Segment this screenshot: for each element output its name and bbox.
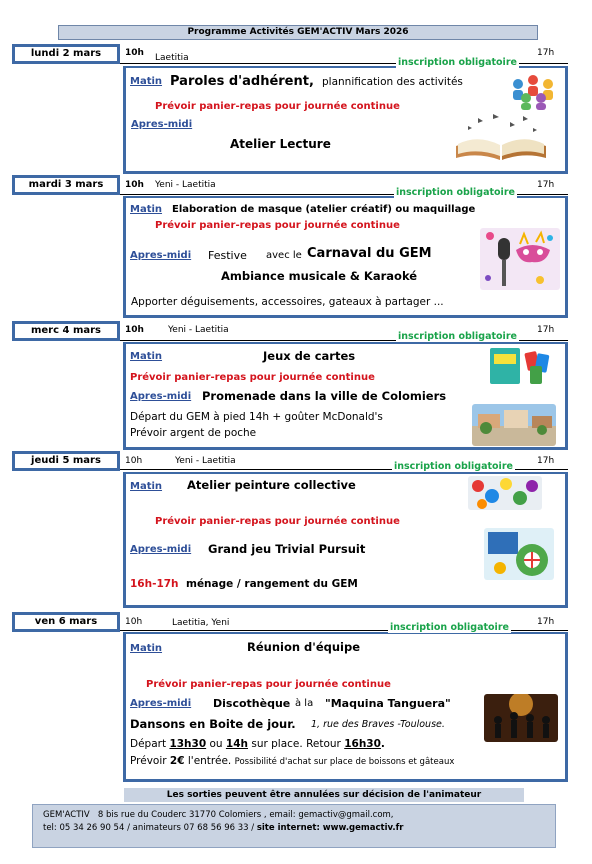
repas-note: Prévoir panier-repas pour journée continue [155, 220, 400, 231]
day-label-monday: lundi 2 mars [12, 44, 120, 64]
cancellation-notice: Les sorties peuvent être annulées sur décision de l'animateur [124, 788, 524, 802]
apres-midi-note: Apporter déguisements, accessoires, gateaux à partager ... [131, 296, 444, 308]
trivial-pursuit-image [484, 528, 554, 580]
entry-price: 2€ [169, 755, 185, 767]
price-text: Prévoir [130, 755, 167, 767]
purchase-note: Possibilité d'achat sur place de boissons et gâteaux [234, 757, 455, 767]
footer-line-2 [43, 822, 555, 835]
footer-contact [32, 804, 556, 848]
apres-midi-prefix: Discothèque [213, 697, 291, 710]
apres-midi-label: Apres-midi [130, 698, 192, 709]
start-time: 10h [125, 180, 144, 190]
staff-names: Yeni - Laetitia [155, 180, 216, 190]
matin-title: Réunion d'équipe [247, 640, 361, 654]
matin-title: Elaboration de masque (atelier créatif) ou maquillage [172, 204, 476, 215]
end-time: 17h [537, 325, 555, 335]
colomiers-town-image [472, 404, 556, 446]
staff-names: Yeni - Laetitia [175, 456, 236, 466]
departure-or: ou [209, 738, 223, 750]
start-time: 10h [125, 617, 143, 627]
matin-label: Matin [130, 351, 163, 362]
apres-midi-title: Carnaval du GEM [307, 246, 432, 261]
address-line: 1, rue des Braves -Toulouse. [311, 719, 445, 730]
end-time: 17h [537, 180, 555, 190]
website-link[interactable]: site internet: www.gemactiv.fr [256, 823, 404, 833]
end-time: 17h [537, 48, 555, 58]
start-time: 10h [125, 325, 144, 335]
start-time: 10h [125, 48, 144, 58]
inscription-badge: inscription obligatoire [398, 331, 517, 342]
matin-title: Paroles d'adhérent, [170, 74, 314, 89]
apres-midi-prefix: Festive [208, 249, 247, 262]
apres-midi-note: Prévoir argent de poche [130, 427, 257, 439]
dance-line: Dansons en Boite de jour. [130, 717, 296, 731]
team-people-image [508, 70, 558, 110]
org-name: GEM'ACTIV [43, 810, 90, 820]
phone-numbers: tel: 05 34 26 90 54 / animateurs 07 68 56 96 33 / [43, 823, 255, 833]
repas-note: Prévoir panier-repas pour journée continue [155, 516, 400, 527]
open-book-image [448, 112, 554, 164]
staff-names: Yeni - Laetitia [168, 325, 229, 335]
day-label-friday: ven 6 mars [12, 612, 120, 632]
apres-midi-title: Atelier Lecture [230, 137, 331, 151]
matin-title: Atelier peinture collective [187, 478, 356, 492]
matin-label: Matin [130, 76, 163, 87]
day-label-wednesday: merc 4 mars [12, 321, 120, 341]
start-time: 10h [125, 456, 143, 466]
departure-line: Départ 13h30 ou 14h sur place. Retour 16h30. [130, 738, 385, 750]
apres-midi-label: Apres-midi [130, 250, 192, 261]
apres-midi-title: "Maquina Tanguera" [325, 697, 451, 710]
apres-midi-departure: Départ du GEM à pied 14h + goûter McDonald's [130, 411, 383, 423]
repas-note: Prévoir panier-repas pour journée continue [155, 101, 400, 112]
menage-time: 16h-17h [130, 578, 179, 590]
repas-note: Prévoir panier-repas pour journée continue [146, 679, 391, 690]
end-time: 17h [537, 617, 555, 627]
departure-time-2: 14h [225, 738, 249, 750]
page-title: Programme Activités GEM'ACTIV Mars 2026 [58, 25, 538, 40]
apres-midi-label: Apres-midi [131, 119, 193, 130]
card-game-image [488, 346, 554, 386]
matin-detail: plannification des activités [322, 76, 463, 88]
matin-label: Matin [130, 643, 163, 654]
paint-palette-image [468, 476, 542, 510]
apres-midi-subtitle: Ambiance musicale & Karaoké [221, 269, 418, 283]
entry-text: l'entrée. [187, 755, 232, 767]
matin-label: Matin [130, 204, 163, 215]
apres-midi-connector: avec le [266, 250, 302, 261]
inscription-badge: inscription obligatoire [394, 461, 513, 472]
end-time: 17h [537, 456, 555, 466]
matin-label: Matin [130, 481, 163, 492]
apres-midi-connector: à la [295, 698, 314, 709]
apres-midi-title: Grand jeu Trivial Pursuit [208, 542, 366, 556]
staff-names: Laetitia, Yeni [172, 618, 230, 628]
apres-midi-label: Apres-midi [130, 544, 192, 555]
menage-text: ménage / rangement du GEM [186, 578, 358, 590]
return-time: 16h30 [344, 738, 381, 750]
departure-time-1: 13h30 [169, 738, 207, 750]
day-label-tuesday: mardi 3 mars [12, 175, 120, 195]
return-text: sur place. Retour [251, 738, 341, 750]
inscription-badge: inscription obligatoire [390, 622, 509, 633]
carnival-mask-image [480, 228, 560, 290]
inscription-badge: inscription obligatoire [396, 187, 515, 198]
departure-text: Départ [130, 738, 167, 750]
matin-title: Jeux de cartes [263, 349, 356, 363]
repas-note: Prévoir panier-repas pour journée continue [130, 372, 375, 383]
address-email: 8 bis rue du Couderc 31770 Colomiers , email: gemactiv@gmail.com, [97, 810, 394, 820]
price-line [130, 755, 454, 767]
inscription-badge: inscription obligatoire [398, 57, 517, 68]
footer-line-1 [43, 809, 555, 822]
apres-midi-title: Promenade dans la ville de Colomiers [202, 389, 447, 403]
staff-names: Laetitia [155, 53, 189, 63]
disco-dancers-image [484, 694, 558, 742]
apres-midi-label: Apres-midi [130, 391, 192, 402]
day-label-thursday: jeudi 5 mars [12, 451, 120, 471]
